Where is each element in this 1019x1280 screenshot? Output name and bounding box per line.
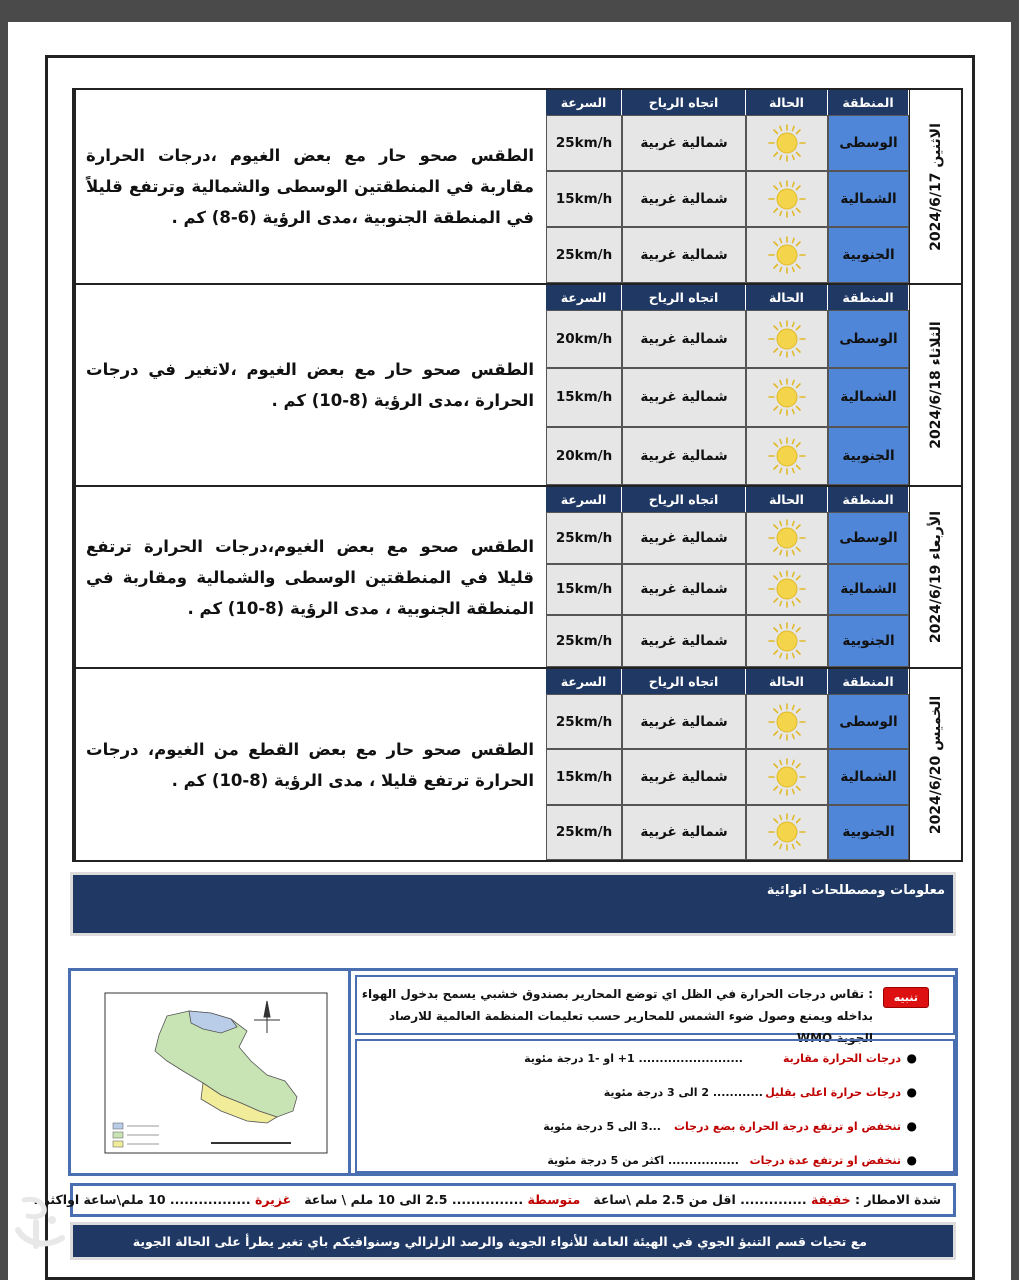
- sun-icon: [746, 310, 828, 368]
- header-state: الحالة: [746, 285, 828, 310]
- rain-moderate: متوسطة: [527, 1192, 581, 1207]
- legend-term: درجات حرارة اعلى بقليل: [765, 1086, 901, 1099]
- header-region: المنطقة: [828, 669, 909, 694]
- legend-item: [373, 1117, 953, 1137]
- rain-light-value: .............. اقل من 2.5 ملم \ساعة: [593, 1192, 807, 1207]
- cell-region: الشمالية: [828, 171, 909, 227]
- legend-value: ......................... 1+ او -1 درجة مئوية: [524, 1052, 743, 1065]
- cell-region: الشمالية: [828, 749, 909, 804]
- day-date: [909, 669, 961, 860]
- day-description: [74, 90, 546, 283]
- cell-region: الجنوبية: [828, 615, 909, 667]
- sun-icon: [746, 694, 828, 749]
- header-state: الحالة: [746, 669, 828, 694]
- description-text: الطقس صحو مع بعض الغيوم،درجات الحرارة ترتفع قليلا في المنطقتين الوسطى والشمالية ومقاربة في المنطقة الجنوبية ، مدى الرؤية (8-10) كم .: [86, 536, 534, 618]
- header-speed: السرعة: [546, 285, 622, 310]
- header-state: الحالة: [746, 487, 828, 512]
- rain-light: خفيفة: [810, 1192, 851, 1207]
- header-speed: السرعة: [546, 487, 622, 512]
- info-terms-bar: [70, 872, 956, 936]
- cell-wind: شمالية غربية: [622, 310, 746, 368]
- legend-item: [373, 1049, 953, 1069]
- sun-icon: [746, 368, 828, 426]
- rain-heavy: غزيرة: [254, 1192, 292, 1207]
- day-date: [909, 90, 961, 283]
- cell-region: الوسطى: [828, 512, 909, 564]
- cell-wind: شمالية غربية: [622, 227, 746, 283]
- cell-wind: شمالية غربية: [622, 115, 746, 171]
- info-terms-title: معلومات ومصطلحات انوائية: [766, 883, 945, 898]
- sun-icon: [746, 749, 828, 804]
- header-region: المنطقة: [828, 90, 909, 115]
- header-wind: اتجاه الرياح: [622, 285, 746, 310]
- day-block: [72, 485, 963, 669]
- rain-intensity-bar: [33, 1183, 956, 1217]
- day-description: [74, 285, 546, 485]
- description-text: الطقس صحو حار مع بعض الغيوم ،درجات الحرارة مقاربة في المنطقتين الوسطى والشمالية وترتفع قليلاً في المنطقة الجنوبية ،مدى الرؤية (6-8) كم .: [86, 146, 534, 227]
- sun-icon: [746, 805, 828, 860]
- header-speed: السرعة: [546, 669, 622, 694]
- legend-value: ................. اكثر من 5 درجة مئوية: [547, 1154, 739, 1167]
- region-map: [71, 971, 351, 1173]
- cell-speed: 25km/h: [546, 227, 622, 283]
- description-text: الطقس صحو حار مع بعض الغيوم ،لاتغير في درجات الحرارة ،مدى الرؤية (8-10) كم .: [86, 360, 534, 410]
- description-text: الطقس صحو حار مع بعض القطع من الغيوم، درجات الحرارة ترتفع قليلا ، مدى الرؤية (8-10) كم .: [86, 739, 534, 790]
- legend-item: [373, 1151, 953, 1171]
- cell-wind: شمالية غربية: [622, 368, 746, 426]
- cell-region: الجنوبية: [828, 227, 909, 283]
- header-region: المنطقة: [828, 285, 909, 310]
- cell-speed: 15km/h: [546, 749, 622, 804]
- rain-intensity-line: [34, 1192, 941, 1207]
- day-date-label: الخميس 2024/6/20: [927, 695, 944, 834]
- terms-box: [68, 968, 958, 1176]
- sun-icon: [746, 115, 828, 171]
- sun-icon: [746, 227, 828, 283]
- note-badge: تنبيه: [883, 987, 929, 1008]
- sun-icon: [746, 615, 828, 667]
- cell-region: الوسطى: [828, 310, 909, 368]
- day-block: [72, 88, 963, 285]
- legend-term: تنخفض او ترتفع درجة الحرارة بضع درجات: [673, 1120, 901, 1133]
- cell-wind: شمالية غربية: [622, 615, 746, 667]
- bullet-icon: ●: [906, 1153, 917, 1167]
- header-state: الحالة: [746, 90, 828, 115]
- cell-wind: شمالية غربية: [622, 805, 746, 860]
- day-description: [74, 669, 546, 860]
- watermark-logo-icon: [6, 1186, 76, 1266]
- legend-term: درجات الحرارة مقاربة: [782, 1052, 901, 1065]
- header-region: المنطقة: [828, 487, 909, 512]
- note-text: : تقاس درجات الحرارة في الظل اي توضع المحارير بصندوق خشبي يسمح بدخول الهواء بداخله ويمنع وصول ضوء الشمس للمحارير حسب تعليمات المنظمة العالمية للارصاد الجوية WMO: [361, 987, 873, 1045]
- cell-speed: 25km/h: [546, 512, 622, 564]
- sun-icon: [746, 427, 828, 485]
- cell-speed: 25km/h: [546, 694, 622, 749]
- day-block: [72, 667, 963, 862]
- day-date: [909, 285, 961, 485]
- cell-speed: 25km/h: [546, 805, 622, 860]
- rain-label: شدة الامطار :: [855, 1192, 941, 1207]
- cell-speed: 20km/h: [546, 427, 622, 485]
- cell-speed: 15km/h: [546, 564, 622, 616]
- cell-wind: شمالية غربية: [622, 564, 746, 616]
- cell-region: الجنوبية: [828, 427, 909, 485]
- day-date-label: الاثنين 2024/6/17: [927, 122, 944, 251]
- cell-wind: شمالية غربية: [622, 171, 746, 227]
- cell-speed: 25km/h: [546, 615, 622, 667]
- footer-text: مع تحيات قسم التنبؤ الجوي في الهيئة العامة للأنواء الجوية والرصد الزلزالي وسنوافيكم باي تغير يطرأ على الحالة الجوية: [132, 1234, 867, 1249]
- iraq-map-icon: [71, 971, 348, 1173]
- bullet-icon: ●: [906, 1119, 917, 1133]
- sun-icon: [746, 512, 828, 564]
- cell-region: الوسطى: [828, 115, 909, 171]
- day-date-label: الأربعاء 2024/6/19: [927, 510, 944, 644]
- header-wind: اتجاه الرياح: [622, 669, 746, 694]
- note-box: [355, 975, 955, 1045]
- day-description: [74, 487, 546, 667]
- header-wind: اتجاه الرياح: [622, 90, 746, 115]
- cell-region: الشمالية: [828, 564, 909, 616]
- bullet-icon: ●: [906, 1051, 917, 1065]
- day-date-label: الثلاثاء 2024/6/18: [927, 321, 944, 449]
- sun-icon: [746, 564, 828, 616]
- legend-value: ...3 الى 5 درجة مئوية: [543, 1120, 661, 1133]
- cell-wind: شمالية غربية: [622, 694, 746, 749]
- header-wind: اتجاه الرياح: [622, 487, 746, 512]
- rain-moderate-value: ............... 2.5 الى 10 ملم \ ساعة: [304, 1192, 524, 1207]
- legend-term: تنخفض او ترتفع عدة درجات: [749, 1154, 901, 1167]
- cell-wind: شمالية غربية: [622, 427, 746, 485]
- cell-speed: 20km/h: [546, 310, 622, 368]
- footer-bar: [70, 1222, 956, 1260]
- sun-icon: [746, 171, 828, 227]
- cell-region: الجنوبية: [828, 805, 909, 860]
- cell-speed: 25km/h: [546, 115, 622, 171]
- legend-item: [373, 1083, 953, 1103]
- cell-region: الوسطى: [828, 694, 909, 749]
- cell-speed: 15km/h: [546, 368, 622, 426]
- cell-region: الشمالية: [828, 368, 909, 426]
- terms-legend: [355, 1039, 955, 1173]
- day-date: [909, 487, 961, 667]
- bullet-icon: ●: [906, 1085, 917, 1099]
- day-block: [72, 283, 963, 487]
- header-speed: السرعة: [546, 90, 622, 115]
- cell-speed: 15km/h: [546, 171, 622, 227]
- rain-heavy-value: ................. 10 ملم\ساعة اواكثر .: [33, 1192, 251, 1207]
- cell-wind: شمالية غربية: [622, 512, 746, 564]
- cell-wind: شمالية غربية: [622, 749, 746, 804]
- legend-value: ............ 2 الى 3 درجة مئوية: [603, 1086, 763, 1099]
